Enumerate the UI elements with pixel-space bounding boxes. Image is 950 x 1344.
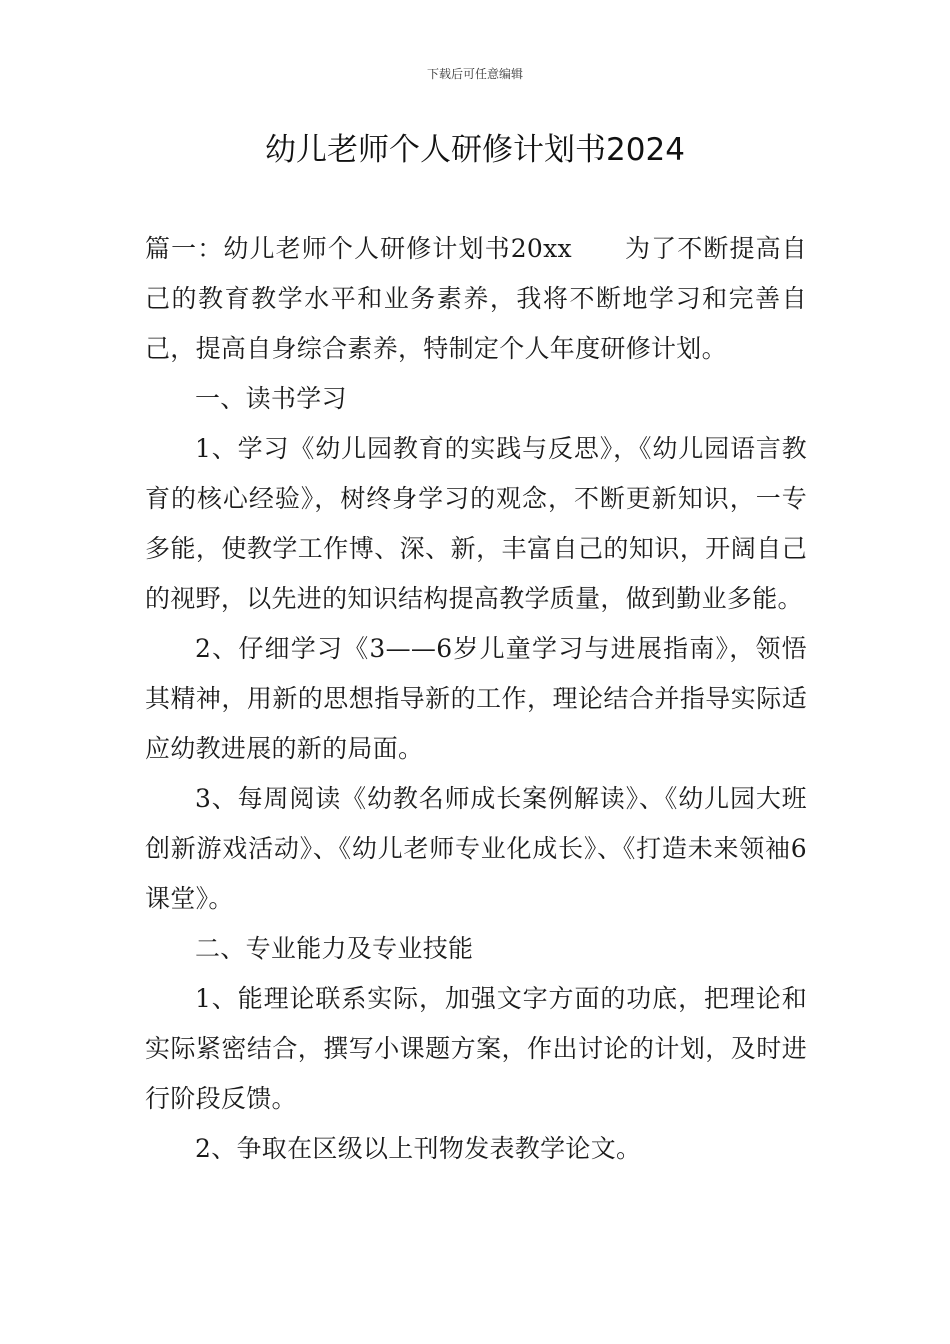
paragraph-item: 1、学习《幼儿园教育的实践与反思》，《幼儿园语言教育的核心经验》，树终身学习的观念，不断更新知识，一专多能，使教学工作博、深、新，丰富自己的知识，开阔自己的视野，以先进的知识结构提高教学质量，做到勤业多能。 xyxy=(145,434,807,613)
paragraph-item: 2、争取在区级以上刊物发表教学论文。 xyxy=(195,1134,642,1163)
section-heading-reading: 一、读书学习 xyxy=(195,384,347,413)
document-body xyxy=(145,224,807,1174)
paragraph-item: 2、仔细学习《3——6岁儿童学习与进展指南》，领悟其精神，用新的思想指导新的工作，理论结合并指导实际适应幼教进展的新的局面。 xyxy=(145,634,807,763)
paragraph-intro: 篇一：幼儿老师个人研修计划书20xx 为了不断提高自己的教育教学水平和业务素养，我将不断地学习和完善自己，提高自身综合素养，特制定个人年度研修计划。 xyxy=(145,234,807,363)
paragraph-item: 3、每周阅读《幼教名师成长案例解读》、《幼儿园大班创新游戏活动》、《幼儿老师专业化成长》、《打造未来领袖6课堂》。 xyxy=(145,784,807,913)
header-note: 下载后可任意编辑 xyxy=(426,67,523,81)
document-title: 幼儿老师个人研修计划书2024 xyxy=(265,132,685,168)
paragraph-item: 1、能理论联系实际，加强文字方面的功底，把理论和实际紧密结合，撰写小课题方案，作出讨论的计划，及时进行阶段反馈。 xyxy=(145,984,807,1113)
section-heading-skills: 二、专业能力及专业技能 xyxy=(195,934,474,963)
